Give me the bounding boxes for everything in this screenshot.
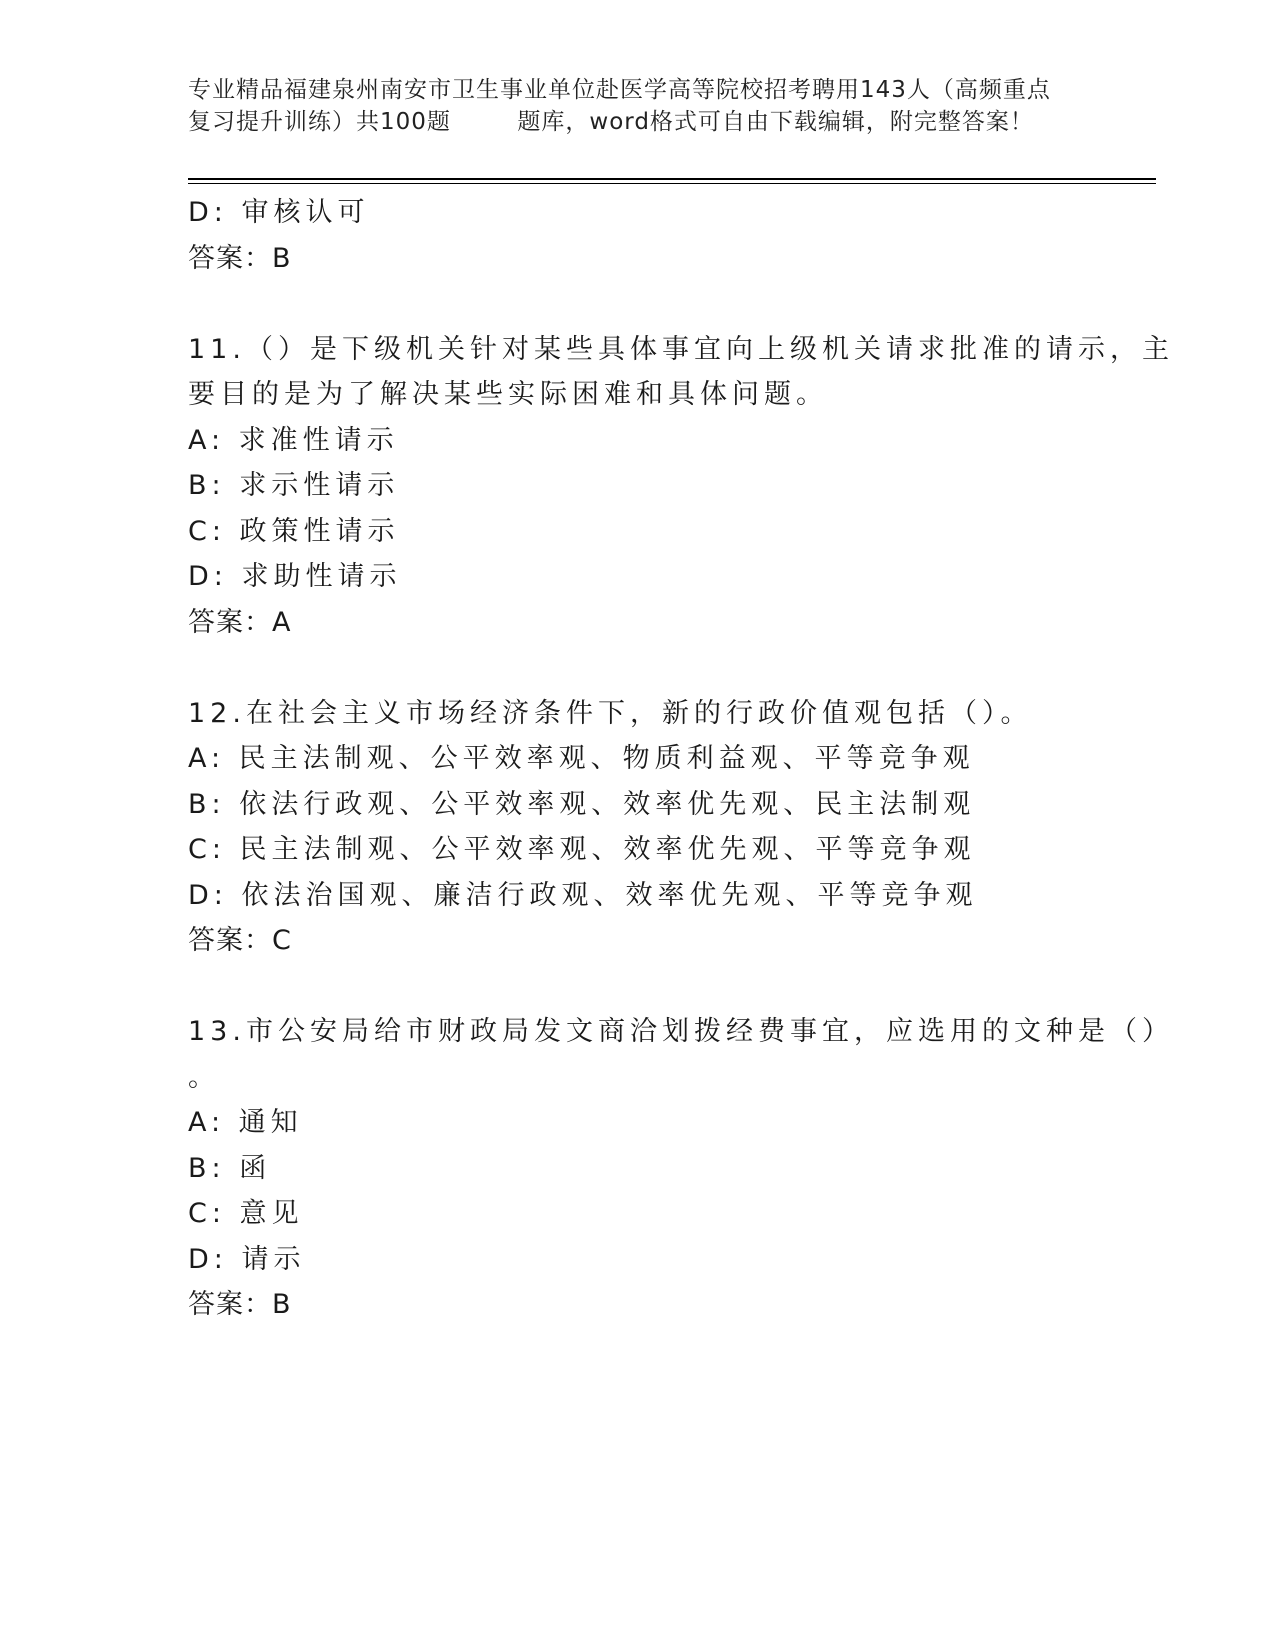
q11-stem-line-1: 11.（）是下级机关针对某些具体事宜向上级机关请求批准的请示，主 (188, 333, 1174, 365)
q13-option-d: D: 请示 (188, 1243, 306, 1275)
header-line-1: 专业精品福建泉州南安市卫生事业单位赴医学高等院校招考聘用143人（高频重点 (188, 77, 1051, 103)
header-divider-thin (188, 183, 1156, 184)
q12-option-c: C: 民主法制观、公平效率观、效率优先观、平等竞争观 (188, 834, 976, 865)
header-divider-thick (188, 178, 1156, 180)
q12-answer: 答案：C (188, 925, 292, 956)
q13-option-a: A: 通知 (188, 1107, 303, 1138)
q13-stem-line-2: 。 (188, 1061, 220, 1093)
header-line-2: 复习提升训练）共100题 题库，word格式可自由下载编辑，附完整答案！ (188, 109, 1034, 135)
q11-option-a: A: 求准性请示 (188, 424, 399, 456)
spacer (188, 964, 1108, 1010)
prev-answer: 答案：B (188, 242, 292, 274)
q13-option-c: C: 意见 (188, 1198, 304, 1229)
prev-option-d: D: 审核认可 (188, 197, 370, 228)
q13-stem-line-1: 13.市公安局给市财政局发文商洽划拨经费事宜，应选用的文种是（） (188, 1016, 1174, 1047)
q11-option-c: C: 政策性请示 (188, 515, 400, 547)
page-header (188, 74, 1108, 138)
q12-option-b: B: 依法行政观、公平效率观、效率优先观、民主法制观 (188, 788, 976, 820)
q13-answer: 答案：B (188, 1289, 292, 1320)
q11-option-d: D: 求助性请示 (188, 561, 402, 592)
spacer (188, 645, 1108, 691)
q11-option-b: B: 求示性请示 (188, 470, 400, 501)
question-content (188, 190, 1174, 1328)
q12-stem-line-1: 12.在社会主义市场经济条件下，新的行政价值观包括（）。 (188, 697, 1033, 729)
q13-option-b: B: 函 (188, 1152, 272, 1184)
q11-stem-line-2: 要目的是为了解决某些实际困难和具体问题。 (188, 379, 828, 410)
q12-option-d: D: 依法治国观、廉洁行政观、效率优先观、平等竞争观 (188, 879, 978, 911)
q11-answer: 答案：A (188, 606, 292, 638)
spacer (188, 281, 1108, 327)
q12-option-a: A: 民主法制观、公平效率观、物质利益观、平等竞争观 (188, 743, 975, 774)
